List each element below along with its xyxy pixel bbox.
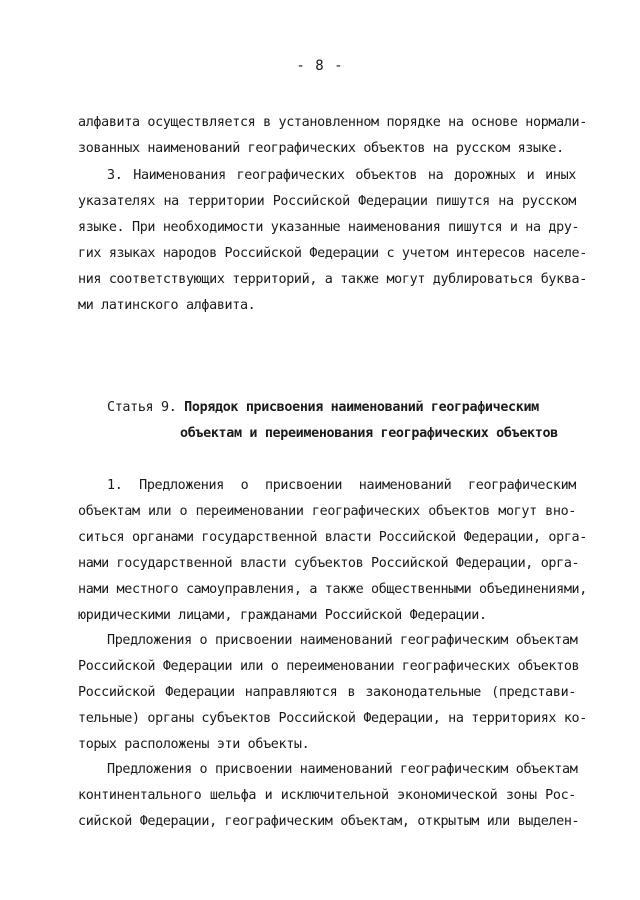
page-number: - 8 -	[296, 58, 344, 74]
text-line: объектам или о переименовании географических объектов могут вно-	[78, 504, 576, 519]
text-line: юридическими лицами, гражданами Российской Федерации.	[78, 608, 487, 623]
article-label: Статья 9.	[107, 400, 177, 415]
text-line: языке. При необходимости указанные наименования пишутся и на дру-	[78, 220, 580, 235]
text-line: Предложения о присвоении наименований географическим объектам	[107, 633, 578, 648]
text-line: зованных наименований географических объектов на русском языке.	[78, 141, 564, 156]
text-line: 3. Наименования географических объектов на дорожных и иных	[107, 168, 576, 183]
text-line: торых расположены эти объекты.	[78, 737, 310, 752]
text-line: нами местного самоуправления, а также общественными объединениями,	[78, 582, 587, 597]
text-line: ния соответствующих территорий, а также могут дублироваться буква-	[78, 272, 587, 287]
text-line: ситься органами государственной власти Российской Федерации, орга-	[78, 530, 587, 545]
text-line: нами государственной власти субъектов Российской Федерации, орга-	[78, 556, 580, 571]
article-title-line-2: объектам и переименования географических объектов	[180, 426, 558, 441]
text-line: сийской Федерации, географическим объектам, открытым или выделен-	[78, 814, 580, 829]
text-line: континентального шельфа и исключительной экономической зоны Рос-	[78, 788, 576, 803]
text-line: алфавита осуществляется в установленном порядке на основе нормали-	[78, 115, 587, 130]
text-line: 1. Предложения о присвоении наименований географическим	[107, 478, 576, 493]
text-line: указателях на территории Российской Федерации пишутся на русском	[78, 194, 576, 209]
article-heading	[107, 398, 539, 418]
article-title-line-1: Порядок присвоения наименований географическим	[184, 400, 539, 415]
text-line: Российской Федерации направляются в законодательные (представи-	[78, 685, 576, 700]
text-line: Российской Федерации или о переименовании географических объектов	[78, 659, 580, 674]
text-line: гих языках народов Российской Федерации с учетом интересов населе-	[78, 246, 587, 261]
text-line: ми латинского алфавита.	[78, 298, 256, 313]
text-line: тельные) органы субъектов Российской Федерации, на территориях ко-	[78, 711, 587, 726]
text-line: Предложения о присвоении наименований географическим объектам	[107, 762, 578, 777]
